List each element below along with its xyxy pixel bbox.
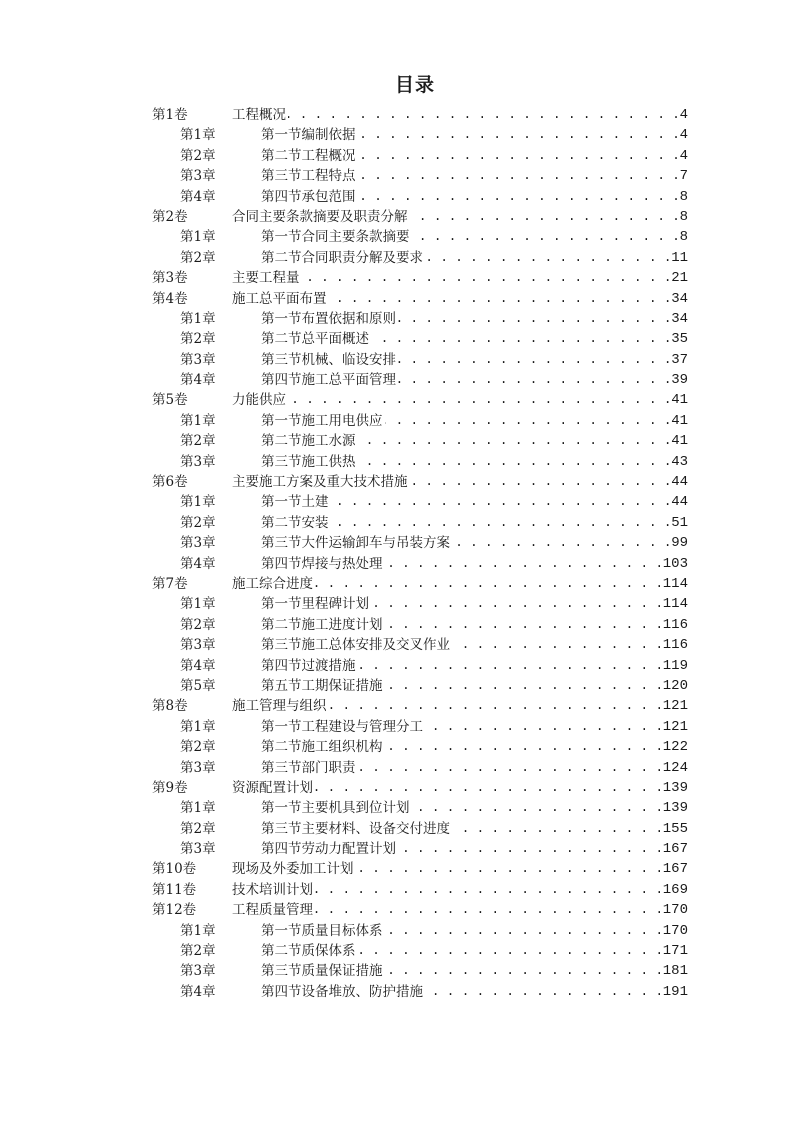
dot-leader bbox=[398, 370, 671, 390]
toc-entry-title[interactable]: 第三节主要材料、设备交付进度 bbox=[261, 820, 450, 837]
toc-entry-body bbox=[261, 146, 688, 166]
dot-leader bbox=[331, 492, 672, 512]
toc-entry-chapter[interactable] bbox=[152, 513, 688, 533]
toc-entry-label: 第1章 bbox=[180, 229, 216, 246]
toc-entry-label: 第3章 bbox=[180, 963, 216, 980]
toc-entry-page-number[interactable]: 44 bbox=[671, 494, 688, 511]
toc-entry-label: 第4章 bbox=[180, 372, 216, 389]
toc-entry-page-number[interactable]: 34 bbox=[671, 310, 688, 327]
toc-entry-body bbox=[261, 676, 688, 696]
toc-entry-title[interactable]: 第二节质保体系 bbox=[261, 943, 356, 960]
toc-entry-label: 第12卷 bbox=[152, 902, 197, 919]
toc-entry-chapter[interactable] bbox=[152, 676, 688, 696]
toc-entry-label: 第7卷 bbox=[152, 575, 188, 592]
toc-entry-body bbox=[261, 982, 688, 1002]
dot-leader bbox=[385, 411, 672, 431]
toc-entry-label: 第4章 bbox=[180, 983, 216, 1000]
toc-entry-body bbox=[261, 656, 688, 676]
toc-entry-title[interactable]: 工程质量管理 bbox=[232, 902, 313, 919]
toc-entry-chapter[interactable] bbox=[152, 758, 688, 778]
toc-entry-chapter[interactable] bbox=[152, 492, 688, 512]
toc-entry-label: 第3卷 bbox=[152, 270, 188, 287]
toc-entry-body bbox=[232, 390, 688, 410]
dot-leader bbox=[358, 431, 672, 451]
toc-entry-chapter[interactable] bbox=[152, 125, 688, 145]
toc-entry-title[interactable]: 施工管理与组织 bbox=[232, 698, 327, 715]
toc-entry-label: 第2章 bbox=[180, 331, 216, 348]
toc-entry-page-number[interactable]: 41 bbox=[671, 392, 688, 409]
dot-leader bbox=[425, 982, 663, 1002]
toc-entry-page-number[interactable]: 99 bbox=[671, 535, 688, 552]
toc-entry-label: 第4章 bbox=[180, 657, 216, 674]
toc-entry-page-number[interactable]: 169 bbox=[662, 881, 688, 898]
toc-entry-label: 第11卷 bbox=[152, 881, 197, 898]
toc-entry-page-number[interactable]: 44 bbox=[671, 474, 688, 491]
dot-leader bbox=[302, 268, 672, 288]
dot-leader bbox=[288, 105, 680, 125]
toc-entry-page-number[interactable]: 191 bbox=[662, 983, 688, 1000]
toc-entry-title[interactable]: 技术培训计划 bbox=[232, 881, 313, 898]
toc-entry-title[interactable]: 第一节施工用电供应 bbox=[261, 412, 383, 429]
dot-leader bbox=[410, 207, 680, 227]
toc-entry-body bbox=[232, 900, 688, 920]
toc-entry-page-number[interactable]: 155 bbox=[662, 820, 688, 837]
toc-entry-title[interactable]: 合同主要条款摘要及职责分解 bbox=[232, 208, 408, 225]
toc-entry-page-number[interactable]: 41 bbox=[671, 433, 688, 450]
toc-entry-title[interactable]: 第四节劳动力配置计划 bbox=[261, 841, 396, 858]
toc-entry-label: 第2章 bbox=[180, 616, 216, 633]
dot-leader bbox=[315, 574, 663, 594]
toc-entry-chapter[interactable] bbox=[152, 921, 688, 941]
toc-entry-title[interactable]: 第一节合同主要条款摘要 bbox=[261, 229, 410, 246]
toc-entry-chapter[interactable] bbox=[152, 350, 688, 370]
toc-entry-page-number[interactable]: 116 bbox=[662, 637, 688, 654]
toc-entry-body bbox=[261, 329, 688, 349]
toc-entry-title[interactable]: 第二节安装 bbox=[261, 514, 329, 531]
dot-leader bbox=[356, 859, 663, 879]
toc-entry-title[interactable]: 第二节施工进度计划 bbox=[261, 616, 383, 633]
toc-entry-page-number[interactable]: 8 bbox=[679, 188, 688, 205]
toc-entry-title[interactable]: 第四节承包范围 bbox=[261, 188, 356, 205]
toc-entry-chapter[interactable] bbox=[152, 411, 688, 431]
toc-entry-volume[interactable] bbox=[152, 289, 688, 309]
dot-leader bbox=[358, 125, 680, 145]
toc-entry-title[interactable]: 第四节施工总平面管理 bbox=[261, 372, 396, 389]
toc-entry-chapter[interactable] bbox=[152, 370, 688, 390]
toc-entry-page-number[interactable]: 4 bbox=[679, 147, 688, 164]
toc-entry-body bbox=[232, 696, 688, 716]
dot-leader bbox=[385, 615, 663, 635]
toc-entry-label: 第3章 bbox=[180, 535, 216, 552]
toc-entry-label: 第5卷 bbox=[152, 392, 188, 409]
toc-entry-title[interactable]: 第五节工期保证措施 bbox=[261, 677, 383, 694]
dot-leader bbox=[452, 635, 663, 655]
toc-entry-body bbox=[261, 370, 688, 390]
toc-entry-body bbox=[261, 594, 688, 614]
toc-entry-page-number[interactable]: 114 bbox=[662, 575, 688, 592]
dot-leader bbox=[412, 798, 663, 818]
dot-leader bbox=[385, 676, 663, 696]
toc-entry-title[interactable]: 第三节部门职责 bbox=[261, 759, 356, 776]
toc-entry-volume[interactable] bbox=[152, 268, 688, 288]
toc-entry-page-number[interactable]: 21 bbox=[671, 270, 688, 287]
toc-entry-title[interactable]: 第一节工程建设与管理分工 bbox=[261, 718, 423, 735]
toc-entry-title[interactable]: 第二节施工组织机构 bbox=[261, 739, 383, 756]
toc-entry-body bbox=[261, 248, 688, 268]
dot-leader bbox=[329, 289, 672, 309]
toc-entry-chapter[interactable] bbox=[152, 717, 688, 737]
dot-leader bbox=[410, 472, 672, 492]
dot-leader bbox=[385, 961, 663, 981]
toc-entry-title[interactable]: 力能供应 bbox=[232, 392, 286, 409]
toc-entry-page-number[interactable]: 170 bbox=[662, 902, 688, 919]
toc-entry-title[interactable]: 第四节过渡措施 bbox=[261, 657, 356, 674]
toc-entry-body bbox=[232, 207, 688, 227]
toc-entry-label: 第3章 bbox=[180, 637, 216, 654]
dot-leader bbox=[385, 921, 663, 941]
toc-entry-page-number[interactable]: 35 bbox=[671, 331, 688, 348]
dot-leader bbox=[358, 166, 680, 186]
toc-entry-label: 第4卷 bbox=[152, 290, 188, 307]
toc-entry-title[interactable]: 工程概况 bbox=[232, 107, 286, 123]
toc-entry-chapter[interactable] bbox=[152, 248, 688, 268]
toc-entry-title[interactable]: 第二节施工水源 bbox=[261, 433, 356, 450]
toc-entry-page-number[interactable]: 8 bbox=[679, 208, 688, 225]
dot-leader bbox=[315, 900, 663, 920]
toc-entry-title[interactable]: 第四节设备堆放、防护措施 bbox=[261, 983, 423, 1000]
toc-entry-page-number[interactable]: 7 bbox=[679, 168, 688, 185]
toc-entry-title[interactable]: 第二节合同职责分解及要求 bbox=[261, 249, 423, 266]
toc-entry-page-number[interactable]: 181 bbox=[662, 963, 688, 980]
toc-entry-page-number[interactable]: 139 bbox=[662, 800, 688, 817]
toc-entry-title[interactable]: 主要施工方案及重大技术措施 bbox=[232, 474, 408, 491]
toc-entry-body bbox=[261, 309, 688, 329]
toc-entry-title[interactable]: 第一节编制依据 bbox=[261, 127, 356, 144]
toc-entry-page-number[interactable]: 103 bbox=[662, 555, 688, 572]
toc-entry-body bbox=[261, 166, 688, 186]
toc-entry-chapter[interactable] bbox=[152, 737, 688, 757]
toc-entry-label: 第2章 bbox=[180, 943, 216, 960]
toc-entry-title[interactable]: 施工总平面布置 bbox=[232, 290, 327, 307]
toc-entry-label: 第1章 bbox=[180, 800, 216, 817]
toc-entry-title[interactable]: 现场及外委加工计划 bbox=[232, 861, 354, 878]
dot-leader bbox=[358, 452, 672, 472]
toc-entry-chapter[interactable] bbox=[152, 941, 688, 961]
toc-entry-body bbox=[261, 798, 688, 818]
dot-leader bbox=[425, 717, 663, 737]
toc-entry-volume[interactable] bbox=[152, 859, 688, 879]
toc-entry-body bbox=[261, 227, 688, 247]
toc-entry-page-number[interactable]: 11 bbox=[671, 249, 688, 266]
toc-entry-body bbox=[261, 615, 688, 635]
toc-entry-title[interactable]: 第三节大件运输卸车与吊装方案 bbox=[261, 535, 450, 552]
toc-entry-label: 第3章 bbox=[180, 453, 216, 470]
toc-entry-page-number[interactable]: 119 bbox=[662, 657, 688, 674]
toc-entry-chapter[interactable] bbox=[152, 594, 688, 614]
toc-entry-volume[interactable] bbox=[152, 105, 688, 125]
toc-entry-chapter[interactable] bbox=[152, 554, 688, 574]
toc-entry-body bbox=[261, 921, 688, 941]
toc-entry-page-number[interactable]: 139 bbox=[662, 779, 688, 796]
toc-entry-page-number[interactable]: 171 bbox=[662, 943, 688, 960]
toc-entry-body bbox=[261, 819, 688, 839]
toc-entry-body bbox=[261, 839, 688, 859]
toc-entry-body bbox=[232, 574, 688, 594]
toc-entry-title[interactable]: 主要工程量 bbox=[232, 270, 300, 287]
toc-entry-body bbox=[261, 411, 688, 431]
toc-entry-label: 第4章 bbox=[180, 555, 216, 572]
toc-entry-chapter[interactable] bbox=[152, 798, 688, 818]
toc-entry-label: 第2章 bbox=[180, 433, 216, 450]
toc-entry-body bbox=[261, 350, 688, 370]
toc-entry-page-number[interactable]: 4 bbox=[679, 127, 688, 144]
toc-entry-volume[interactable] bbox=[152, 574, 688, 594]
toc-entry-page-number[interactable]: 39 bbox=[671, 372, 688, 389]
toc-entry-title[interactable]: 第一节主要机具到位计划 bbox=[261, 800, 410, 817]
toc-entry-body bbox=[261, 125, 688, 145]
toc-title: 目录 bbox=[394, 74, 435, 96]
toc-entry-page-number[interactable]: 167 bbox=[662, 841, 688, 858]
toc-entry-chapter[interactable] bbox=[152, 982, 688, 1002]
toc-entry-page-number[interactable]: 120 bbox=[662, 677, 688, 694]
dot-leader bbox=[358, 941, 663, 961]
toc-entry-chapter[interactable] bbox=[152, 533, 688, 553]
toc-entry-body bbox=[261, 554, 688, 574]
toc-entry-page-number[interactable]: 43 bbox=[671, 453, 688, 470]
toc-entry-label: 第2卷 bbox=[152, 208, 188, 225]
toc-entry-title[interactable]: 施工综合进度 bbox=[232, 575, 313, 592]
toc-entry-label: 第10卷 bbox=[152, 861, 197, 878]
toc-entry-chapter[interactable] bbox=[152, 146, 688, 166]
dot-leader bbox=[315, 880, 663, 900]
toc-entry-label: 第3章 bbox=[180, 351, 216, 368]
toc-entry-body bbox=[232, 778, 688, 798]
toc-entry-page-number[interactable]: 116 bbox=[662, 616, 688, 633]
toc-entry-label: 第1章 bbox=[180, 412, 216, 429]
dot-leader bbox=[398, 309, 671, 329]
toc-entry-page-number[interactable]: 114 bbox=[662, 596, 688, 613]
toc-entry-chapter[interactable] bbox=[152, 187, 688, 207]
toc-entry-page-number[interactable]: 51 bbox=[671, 514, 688, 531]
toc-entry-label: 第2章 bbox=[180, 147, 216, 164]
dot-leader bbox=[371, 594, 663, 614]
toc-entry-page-number[interactable]: 34 bbox=[671, 290, 688, 307]
dot-leader bbox=[398, 350, 671, 370]
toc-entry-body bbox=[261, 452, 688, 472]
toc-entry-page-number[interactable]: 37 bbox=[671, 351, 688, 368]
toc-entry-label: 第2章 bbox=[180, 249, 216, 266]
dot-leader bbox=[412, 227, 680, 247]
toc-entry-label: 第9卷 bbox=[152, 779, 188, 796]
toc-entry-title[interactable]: 第三节机械、临设安排 bbox=[261, 351, 396, 368]
dot-leader bbox=[358, 146, 680, 166]
dot-leader bbox=[331, 513, 672, 533]
dot-leader bbox=[315, 778, 663, 798]
toc-entry-chapter[interactable] bbox=[152, 656, 688, 676]
toc-entry-label: 第1章 bbox=[180, 718, 216, 735]
toc-entry-label: 第1卷 bbox=[152, 107, 188, 123]
toc-entry-label: 第8卷 bbox=[152, 698, 188, 715]
toc-entry-volume[interactable] bbox=[152, 390, 688, 410]
toc-entry-label: 第2章 bbox=[180, 739, 216, 756]
toc-entry-volume[interactable] bbox=[152, 696, 688, 716]
toc-entry-volume[interactable] bbox=[152, 778, 688, 798]
toc-entry-body bbox=[232, 105, 688, 125]
toc-entry-body bbox=[261, 737, 688, 757]
toc-entry-page-number[interactable]: 8 bbox=[679, 229, 688, 246]
toc-entry-body bbox=[232, 880, 688, 900]
toc-entry-label: 第1章 bbox=[180, 494, 216, 511]
dot-leader bbox=[385, 554, 663, 574]
toc-entry-page-number[interactable]: 4 bbox=[679, 107, 688, 123]
toc-entry-page-number[interactable]: 121 bbox=[662, 718, 688, 735]
toc-entry-chapter[interactable] bbox=[152, 166, 688, 186]
toc-entry-body bbox=[232, 289, 688, 309]
toc-entry-page-number[interactable]: 170 bbox=[662, 922, 688, 939]
toc-entry-chapter[interactable] bbox=[152, 961, 688, 981]
toc-entry-label: 第1章 bbox=[180, 310, 216, 327]
toc-entry-title[interactable]: 第一节质量目标体系 bbox=[261, 922, 383, 939]
toc-entry-chapter[interactable] bbox=[152, 309, 688, 329]
toc-entry-volume[interactable] bbox=[152, 472, 688, 492]
toc-entry-chapter[interactable] bbox=[152, 227, 688, 247]
toc-entry-label: 第2章 bbox=[180, 820, 216, 837]
toc-entry-chapter[interactable] bbox=[152, 839, 688, 859]
dot-leader bbox=[288, 390, 671, 410]
toc-entry-volume[interactable] bbox=[152, 880, 688, 900]
toc-entry-label: 第1章 bbox=[180, 127, 216, 144]
toc-entry-body bbox=[232, 859, 688, 879]
toc-entry-body bbox=[261, 758, 688, 778]
toc-entry-body bbox=[261, 635, 688, 655]
toc-entry-chapter[interactable] bbox=[152, 819, 688, 839]
toc-entry-body bbox=[261, 492, 688, 512]
toc-entry-title[interactable]: 第三节施工总体安排及交叉作业 bbox=[261, 637, 450, 654]
toc-entry-body bbox=[261, 431, 688, 451]
toc-entry-title[interactable]: 第一节布置依据和原则 bbox=[261, 310, 396, 327]
toc-entry-body bbox=[261, 961, 688, 981]
dot-leader bbox=[371, 329, 671, 349]
dot-leader bbox=[452, 819, 663, 839]
toc-entry-page-number[interactable]: 122 bbox=[662, 739, 688, 756]
toc-entry-title[interactable]: 第二节总平面概述 bbox=[261, 331, 369, 348]
toc-entry-title[interactable]: 第三节质量保证措施 bbox=[261, 963, 383, 980]
toc-entry-title[interactable]: 第三节工程特点 bbox=[261, 168, 356, 185]
dot-leader bbox=[358, 656, 663, 676]
toc-entry-volume[interactable] bbox=[152, 900, 688, 920]
toc-entry-body bbox=[261, 717, 688, 737]
toc-entry-chapter[interactable] bbox=[152, 329, 688, 349]
toc-entry-body bbox=[261, 513, 688, 533]
toc-entry-body bbox=[261, 941, 688, 961]
toc-entry-label: 第5章 bbox=[180, 677, 216, 694]
toc-entry-page-number[interactable]: 121 bbox=[662, 698, 688, 715]
toc-entry-title[interactable]: 资源配置计划 bbox=[232, 779, 313, 796]
toc-entry-title[interactable]: 第二节工程概况 bbox=[261, 147, 356, 164]
toc-entry-chapter[interactable] bbox=[152, 635, 688, 655]
toc-entry-body bbox=[261, 533, 688, 553]
toc-entry-title[interactable]: 第四节焊接与热处理 bbox=[261, 555, 383, 572]
toc-entry-chapter[interactable] bbox=[152, 431, 688, 451]
toc-entry-label: 第3章 bbox=[180, 841, 216, 858]
toc-entry-chapter[interactable] bbox=[152, 452, 688, 472]
dot-leader bbox=[385, 737, 663, 757]
toc-entry-label: 第2章 bbox=[180, 514, 216, 531]
toc-entry-volume[interactable] bbox=[152, 207, 688, 227]
dot-leader bbox=[425, 248, 671, 268]
dot-leader bbox=[358, 187, 680, 207]
toc-entry-page-number[interactable]: 124 bbox=[662, 759, 688, 776]
toc-entry-title[interactable]: 第一节土建 bbox=[261, 494, 329, 511]
table-of-contents bbox=[152, 105, 688, 1002]
toc-entry-body bbox=[232, 472, 688, 492]
dot-leader bbox=[452, 533, 671, 553]
toc-entry-label: 第3章 bbox=[180, 759, 216, 776]
toc-entry-label: 第1章 bbox=[180, 596, 216, 613]
toc-entry-title[interactable]: 第一节里程碑计划 bbox=[261, 596, 369, 613]
toc-entry-body bbox=[232, 268, 688, 288]
toc-entry-chapter[interactable] bbox=[152, 615, 688, 635]
toc-entry-title[interactable]: 第三节施工供热 bbox=[261, 453, 356, 470]
toc-entry-label: 第4章 bbox=[180, 188, 216, 205]
toc-entry-label: 第6卷 bbox=[152, 474, 188, 491]
dot-leader bbox=[398, 839, 663, 859]
toc-entry-label: 第3章 bbox=[180, 168, 216, 185]
toc-entry-page-number[interactable]: 167 bbox=[662, 861, 688, 878]
toc-entry-body bbox=[261, 187, 688, 207]
toc-entry-label: 第1章 bbox=[180, 922, 216, 939]
dot-leader bbox=[358, 758, 663, 778]
dot-leader bbox=[329, 696, 663, 716]
toc-entry-page-number[interactable]: 41 bbox=[671, 412, 688, 429]
